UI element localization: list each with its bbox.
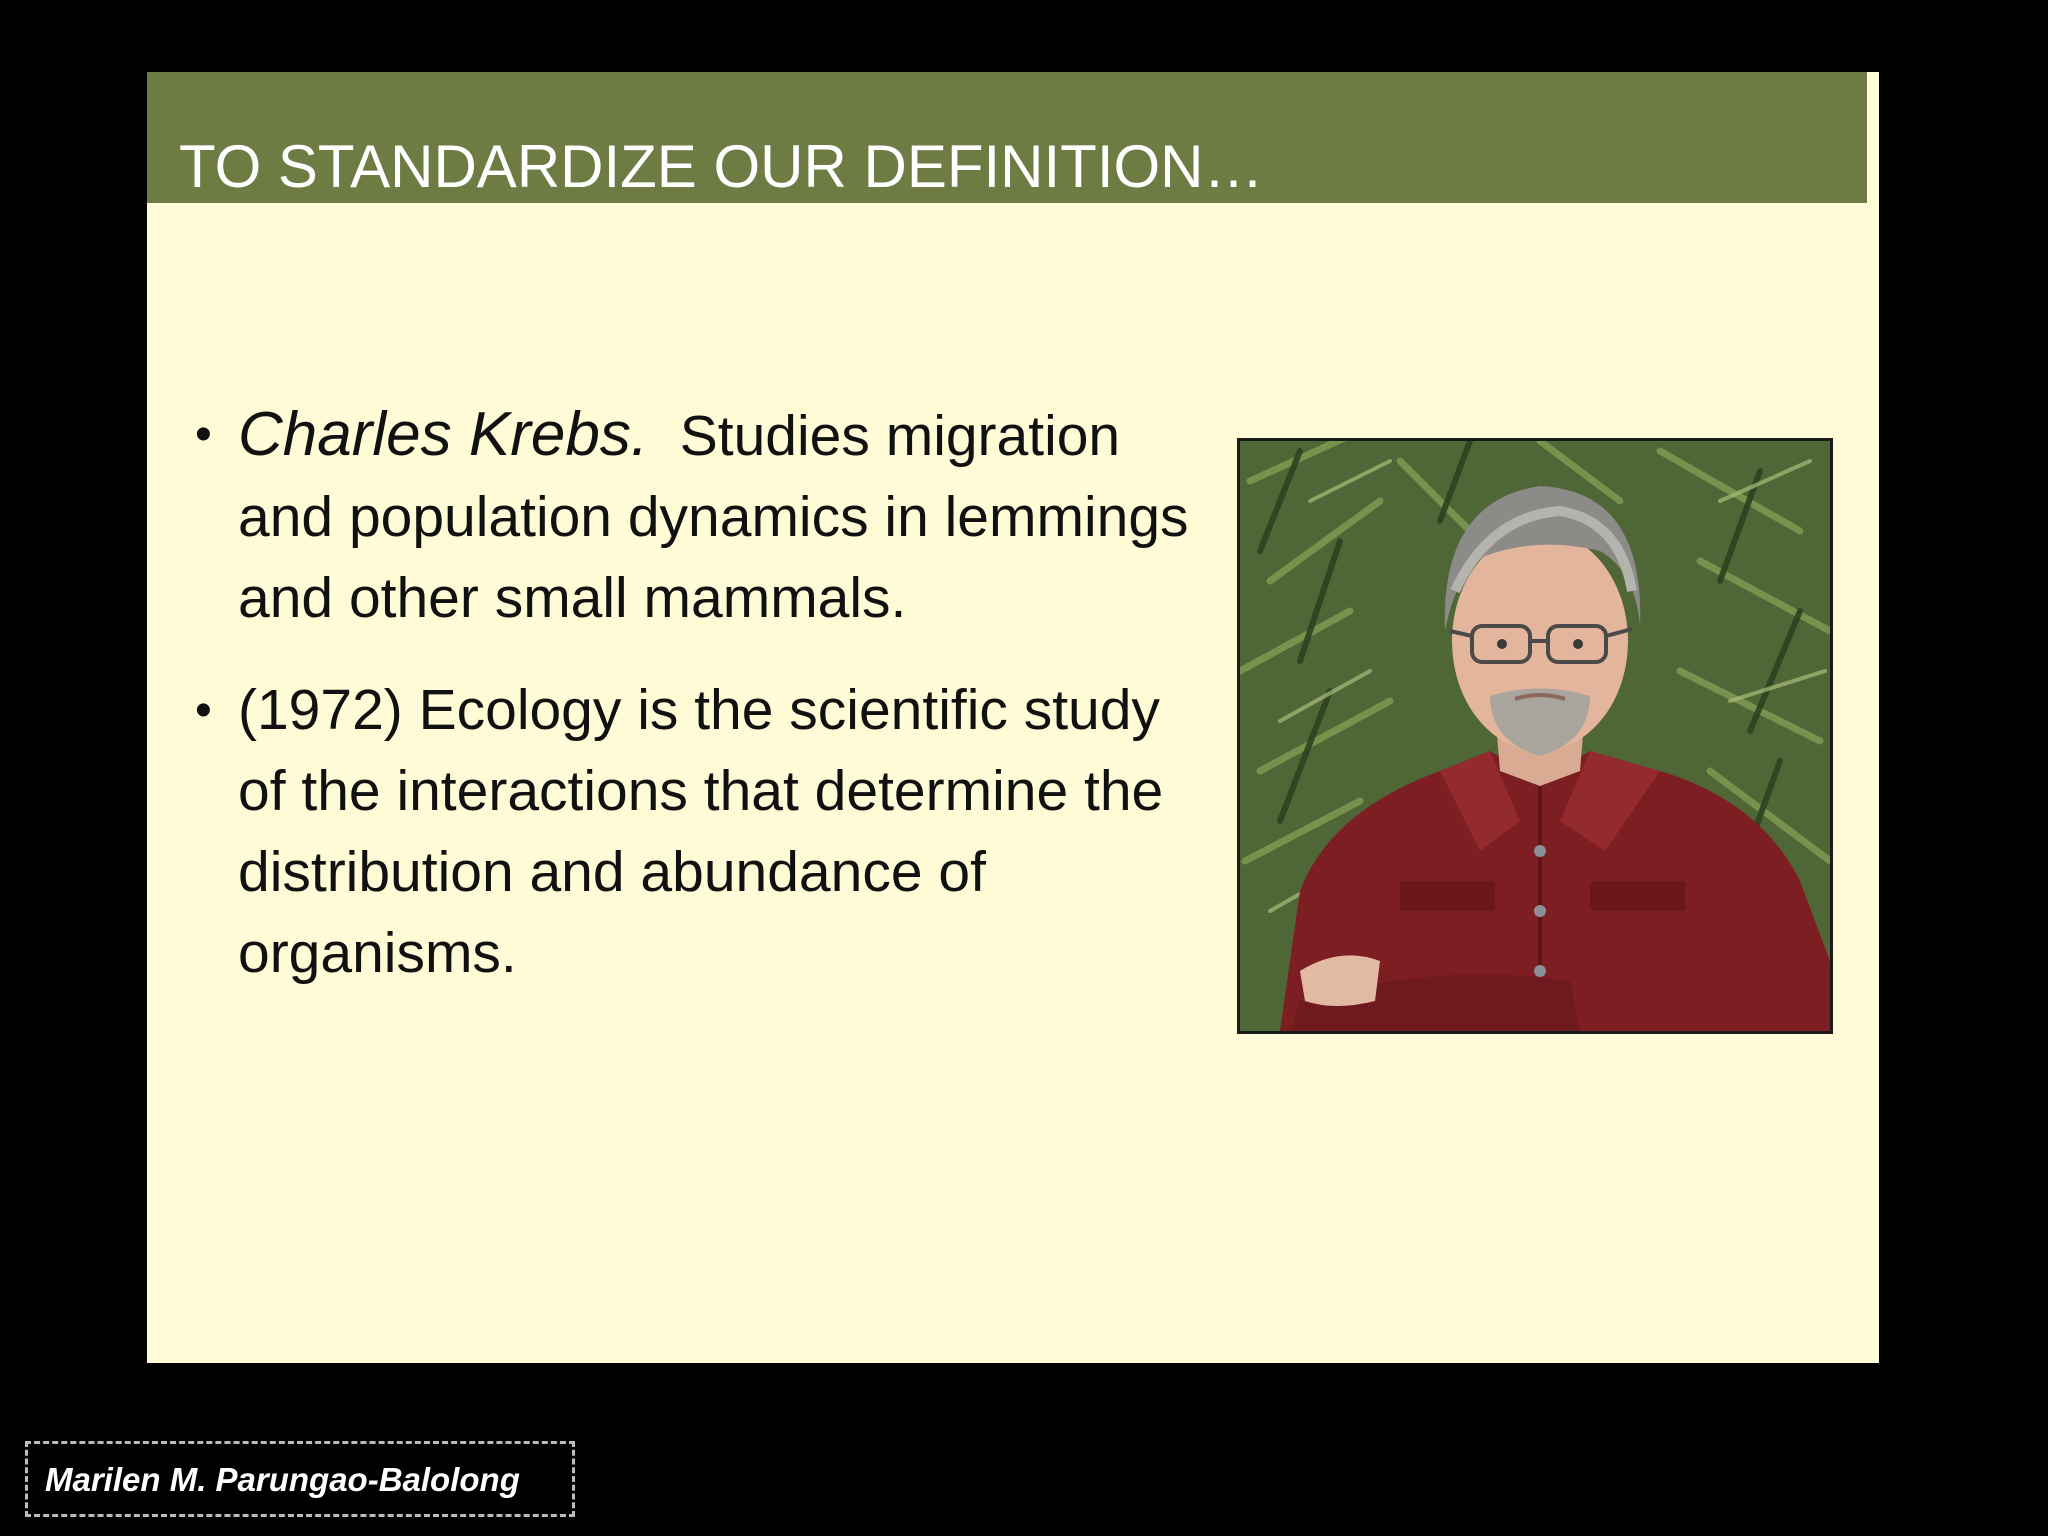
bullet-text: Studies migration and population dynamics in lemmings and other small mammals.: [238, 404, 1189, 630]
bullet-list: [195, 394, 1215, 994]
portrait-photo: [1237, 438, 1833, 1034]
slide-title: TO STANDARDIZE OUR DEFINITION…: [179, 133, 1264, 200]
author-credit-text: Marilen M. Parungao-Balolong: [45, 1461, 520, 1498]
slide: [147, 72, 1879, 1363]
bullet-marker: •: [195, 408, 212, 461]
bullet-marker: •: [195, 684, 212, 737]
title-bar: [147, 72, 1867, 203]
bullet-item: [195, 670, 1215, 994]
author-credit: [25, 1441, 575, 1517]
bullet-item: [195, 394, 1215, 639]
person-name: Charles Krebs.: [238, 400, 649, 469]
bullet-text: (1972) Ecology is the scientific study of the interactions that determine the distribution and abundance of organisms.: [238, 678, 1164, 985]
